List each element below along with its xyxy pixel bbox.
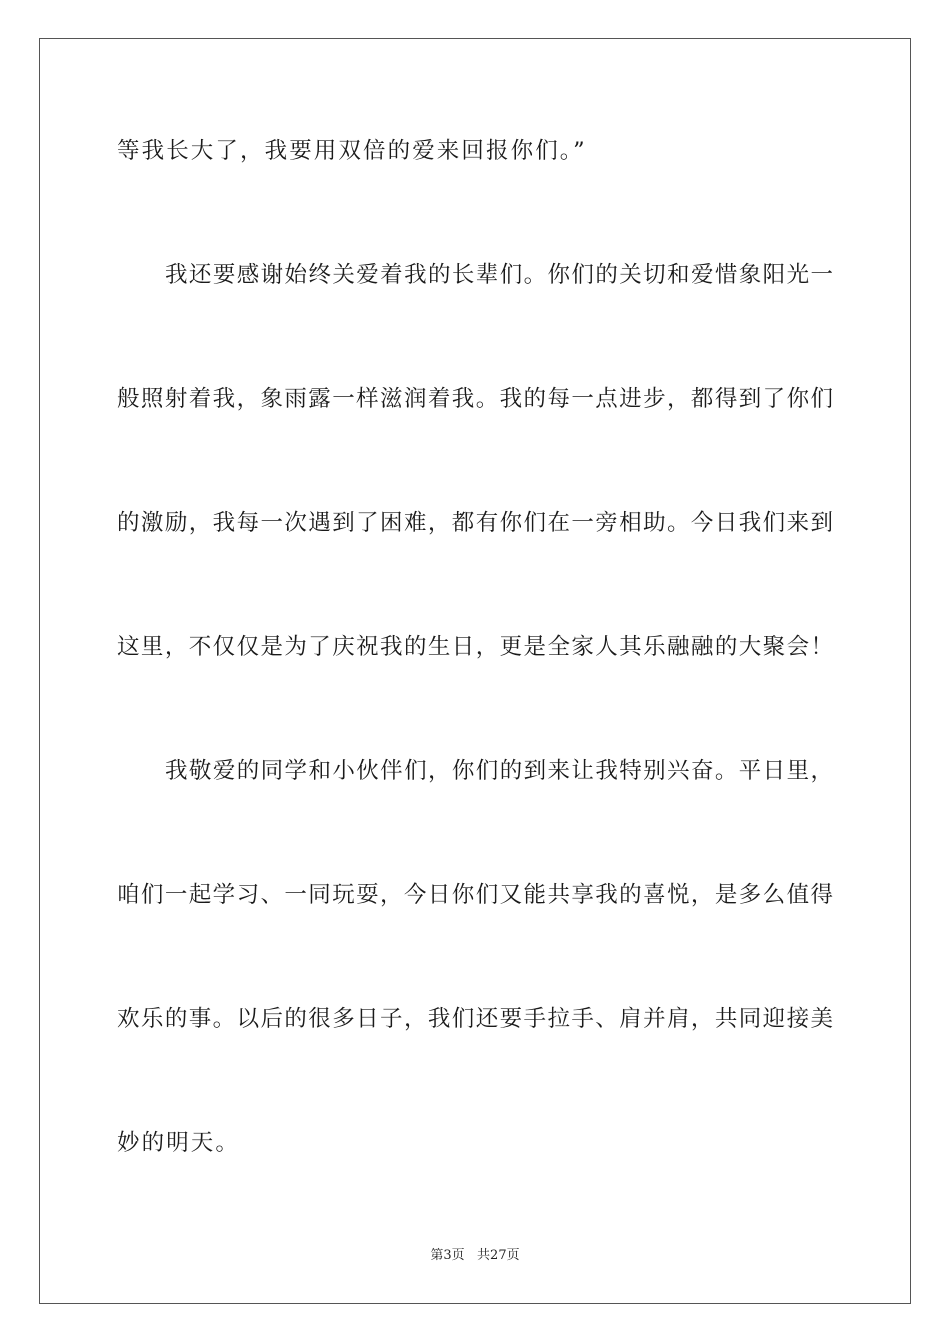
page-number: 第3页 共27页 xyxy=(430,1248,520,1263)
page-border xyxy=(39,38,911,1304)
paragraph-line: 咱们一起学习、一同玩耍，今日你们又能共享我的喜悦，是多么值得 xyxy=(117,882,833,908)
paragraph-line: 我敬爱的同学和小伙伴们，你们的到来让我特别兴奋。平日里， xyxy=(165,758,833,784)
paragraph-line: 这里，不仅仅是为了庆祝我的生日，更是全家人其乐融融的大聚会！ xyxy=(117,634,833,660)
paragraph-line: 的激励，我每一次遇到了困难，都有你们在一旁相助。今日我们来到 xyxy=(117,510,833,536)
paragraph-line: 我还要感谢始终关爱着我的长辈们。你们的关切和爱惜象阳光一 xyxy=(165,262,833,288)
paragraph-line: 欢乐的事。以后的很多日子，我们还要手拉手、肩并肩，共同迎接美 xyxy=(117,1006,833,1032)
paragraph-line: 般照射着我，象雨露一样滋润着我。我的每一点进步，都得到了你们 xyxy=(117,386,833,412)
paragraph-line: 等我长大了，我要用双倍的爱来回报你们。” xyxy=(117,138,587,164)
paragraph-line: 妙的明天。 xyxy=(117,1130,241,1156)
